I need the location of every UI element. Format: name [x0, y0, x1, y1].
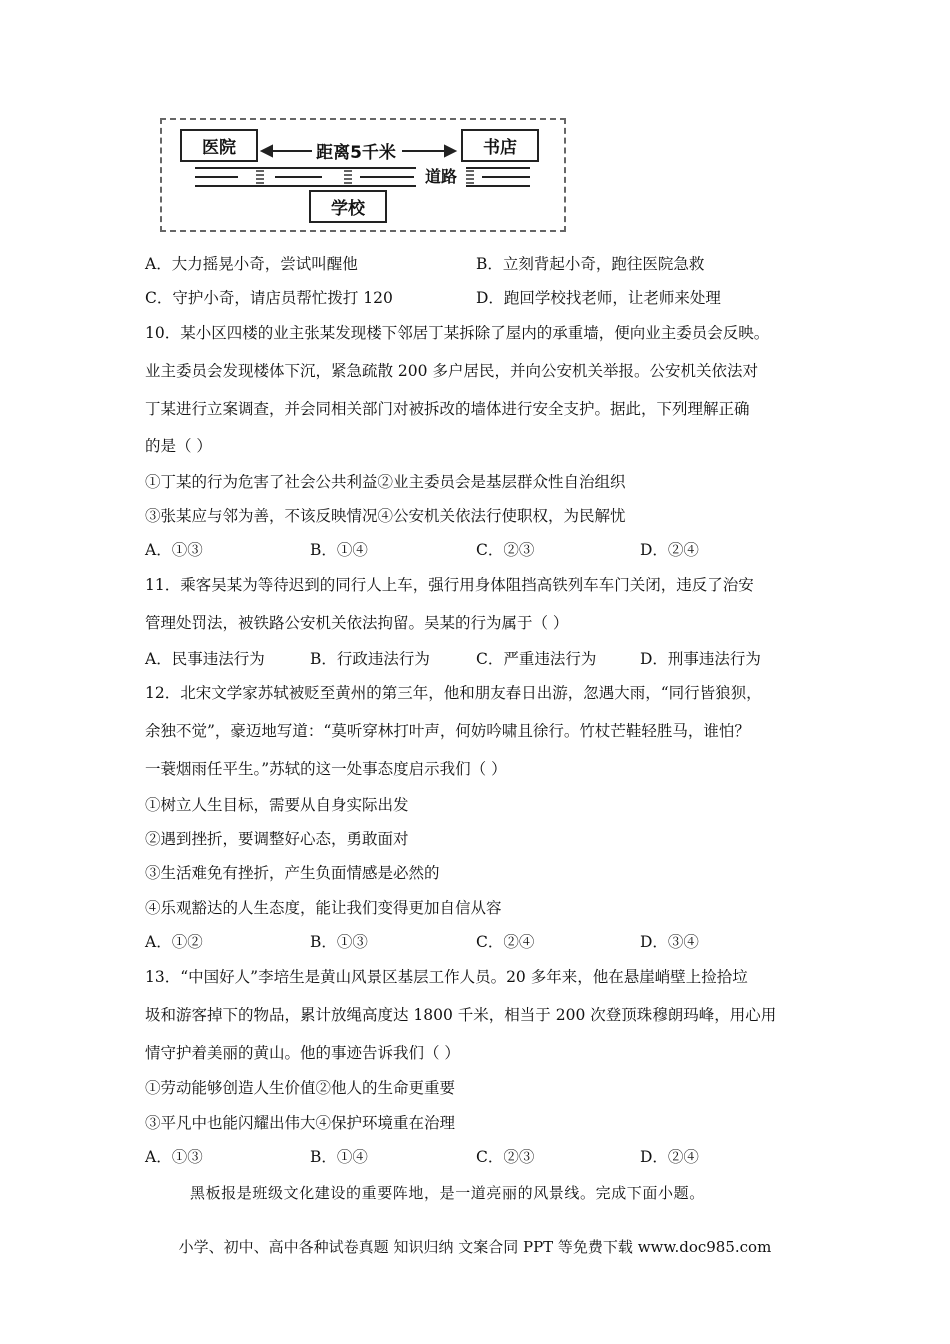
- q12-option-a: A．①②: [145, 933, 203, 951]
- q10-option-c: C．②③: [476, 541, 535, 559]
- q13-option-a: A．①③: [145, 1148, 203, 1166]
- q13-option-b: B．①④: [310, 1148, 368, 1166]
- q13-statement-1: ①劳动能够创造人生价值②他人的生命更重要: [145, 1079, 456, 1097]
- q13-line-2: 圾和游客掉下的物品，累计放绳高度达 1800 千米，相当于 200 次登顶珠穆朗玛峰，用心用: [145, 1006, 777, 1024]
- q11-option-c: C．严重违法行为: [476, 650, 597, 668]
- q12-line-1: 12．北宋文学家苏轼被贬至黄州的第三年，他和朋友春日出游，忽遇大雨，“同行皆狼狈，: [145, 684, 762, 702]
- q11-line-1: 11．乘客吴某为等待迟到的同行人上车，强行用身体阻挡高铁列车车门关闭，违反了治安: [145, 576, 754, 594]
- q12-statement-3: ③生活难免有挫折，产生负面情感是必然的: [145, 864, 440, 882]
- q9-option-a: A．大力摇晃小奇，尝试叫醒他: [145, 255, 358, 273]
- q12-option-c: C．②④: [476, 933, 535, 951]
- q13-line-1: 13．“中国好人”李培生是黄山风景区基层工作人员。20 多年来，他在悬崖峭壁上捡拾垃: [145, 968, 748, 986]
- q12-statement-1: ①树立人生目标，需要从自身实际出发: [145, 796, 409, 814]
- q12-statement-2: ②遇到挫折，要调整好心态，勇敢面对: [145, 830, 409, 848]
- q10-option-b: B．①④: [310, 541, 368, 559]
- bookstore-box: 书店: [461, 129, 539, 162]
- q13-option-d: D．②④: [640, 1148, 699, 1166]
- q13-statement-2: ③平凡中也能闪耀出伟大④保护环境重在治理: [145, 1114, 456, 1132]
- q12-line-3: 一蓑烟雨任平生。”苏轼的这一处事态度启示我们（ ）: [145, 760, 507, 778]
- road-label: 道路: [416, 164, 466, 187]
- q13-option-c: C．②③: [476, 1148, 535, 1166]
- q11-option-a: A．民事违法行为: [145, 650, 265, 668]
- q10-line-3: 丁某进行立案调查，并会同相关部门对被拆改的墙体进行安全支护。据此，下列理解正确: [145, 400, 750, 418]
- page-footer: 小学、初中、高中各种试卷真题 知识归纳 文案合同 PPT 等免费下载 www.doc985.com: [178, 1238, 772, 1256]
- q10-line-4: 的是（ ）: [145, 437, 212, 455]
- q11-option-b: B．行政违法行为: [310, 650, 430, 668]
- hospital-box: 医院: [180, 129, 258, 162]
- q9-option-b: B．立刻背起小奇，跑往医院急救: [476, 255, 705, 273]
- q10-statement-1: ①丁某的行为危害了社会公共利益②业主委员会是基层群众性自治组织: [145, 473, 626, 491]
- q11-line-2: 管理处罚法，被铁路公安机关依法拘留。吴某的行为属于（ ）: [145, 614, 569, 632]
- intro-note: 黑板报是班级文化建设的重要阵地，是一道亮丽的风景线。完成下面小题。: [190, 1184, 705, 1202]
- q10-option-d: D．②④: [640, 541, 699, 559]
- q10-line-2: 业主委员会发现楼体下沉，紧急疏散 200 多户居民，并向公安机关举报。公安机关依法对: [145, 362, 758, 380]
- q12-option-d: D．③④: [640, 933, 699, 951]
- q10-option-a: A．①③: [145, 541, 203, 559]
- q12-statement-4: ④乐观豁达的人生态度，能让我们变得更加自信从容: [145, 899, 502, 917]
- q12-option-b: B．①③: [310, 933, 368, 951]
- q12-line-2: 余独不觉”，豪迈地写道：“莫听穿林打叶声，何妨吟啸且徐行。竹杖芒鞋轻胜马，谁怕？: [145, 722, 750, 740]
- school-box: 学校: [309, 190, 387, 223]
- q10-statement-2: ③张某应与邻为善，不该反映情况④公安机关依法行使职权，为民解忧: [145, 507, 626, 525]
- q13-line-3: 情守护着美丽的黄山。他的事迹告诉我们（ ）: [145, 1044, 460, 1062]
- q9-option-c: C．守护小奇，请店员帮忙拨打 120: [145, 289, 393, 307]
- q9-option-d: D．跑回学校找老师，让老师来处理: [476, 289, 721, 307]
- distance-label: 距离5千米: [312, 138, 400, 163]
- q11-option-d: D．刑事违法行为: [640, 650, 761, 668]
- q10-line-1: 10．某小区四楼的业主张某发现楼下邻居丁某拆除了屋内的承重墙，便向业主委员会反映。: [145, 324, 770, 342]
- diagram-lines: [0, 0, 950, 260]
